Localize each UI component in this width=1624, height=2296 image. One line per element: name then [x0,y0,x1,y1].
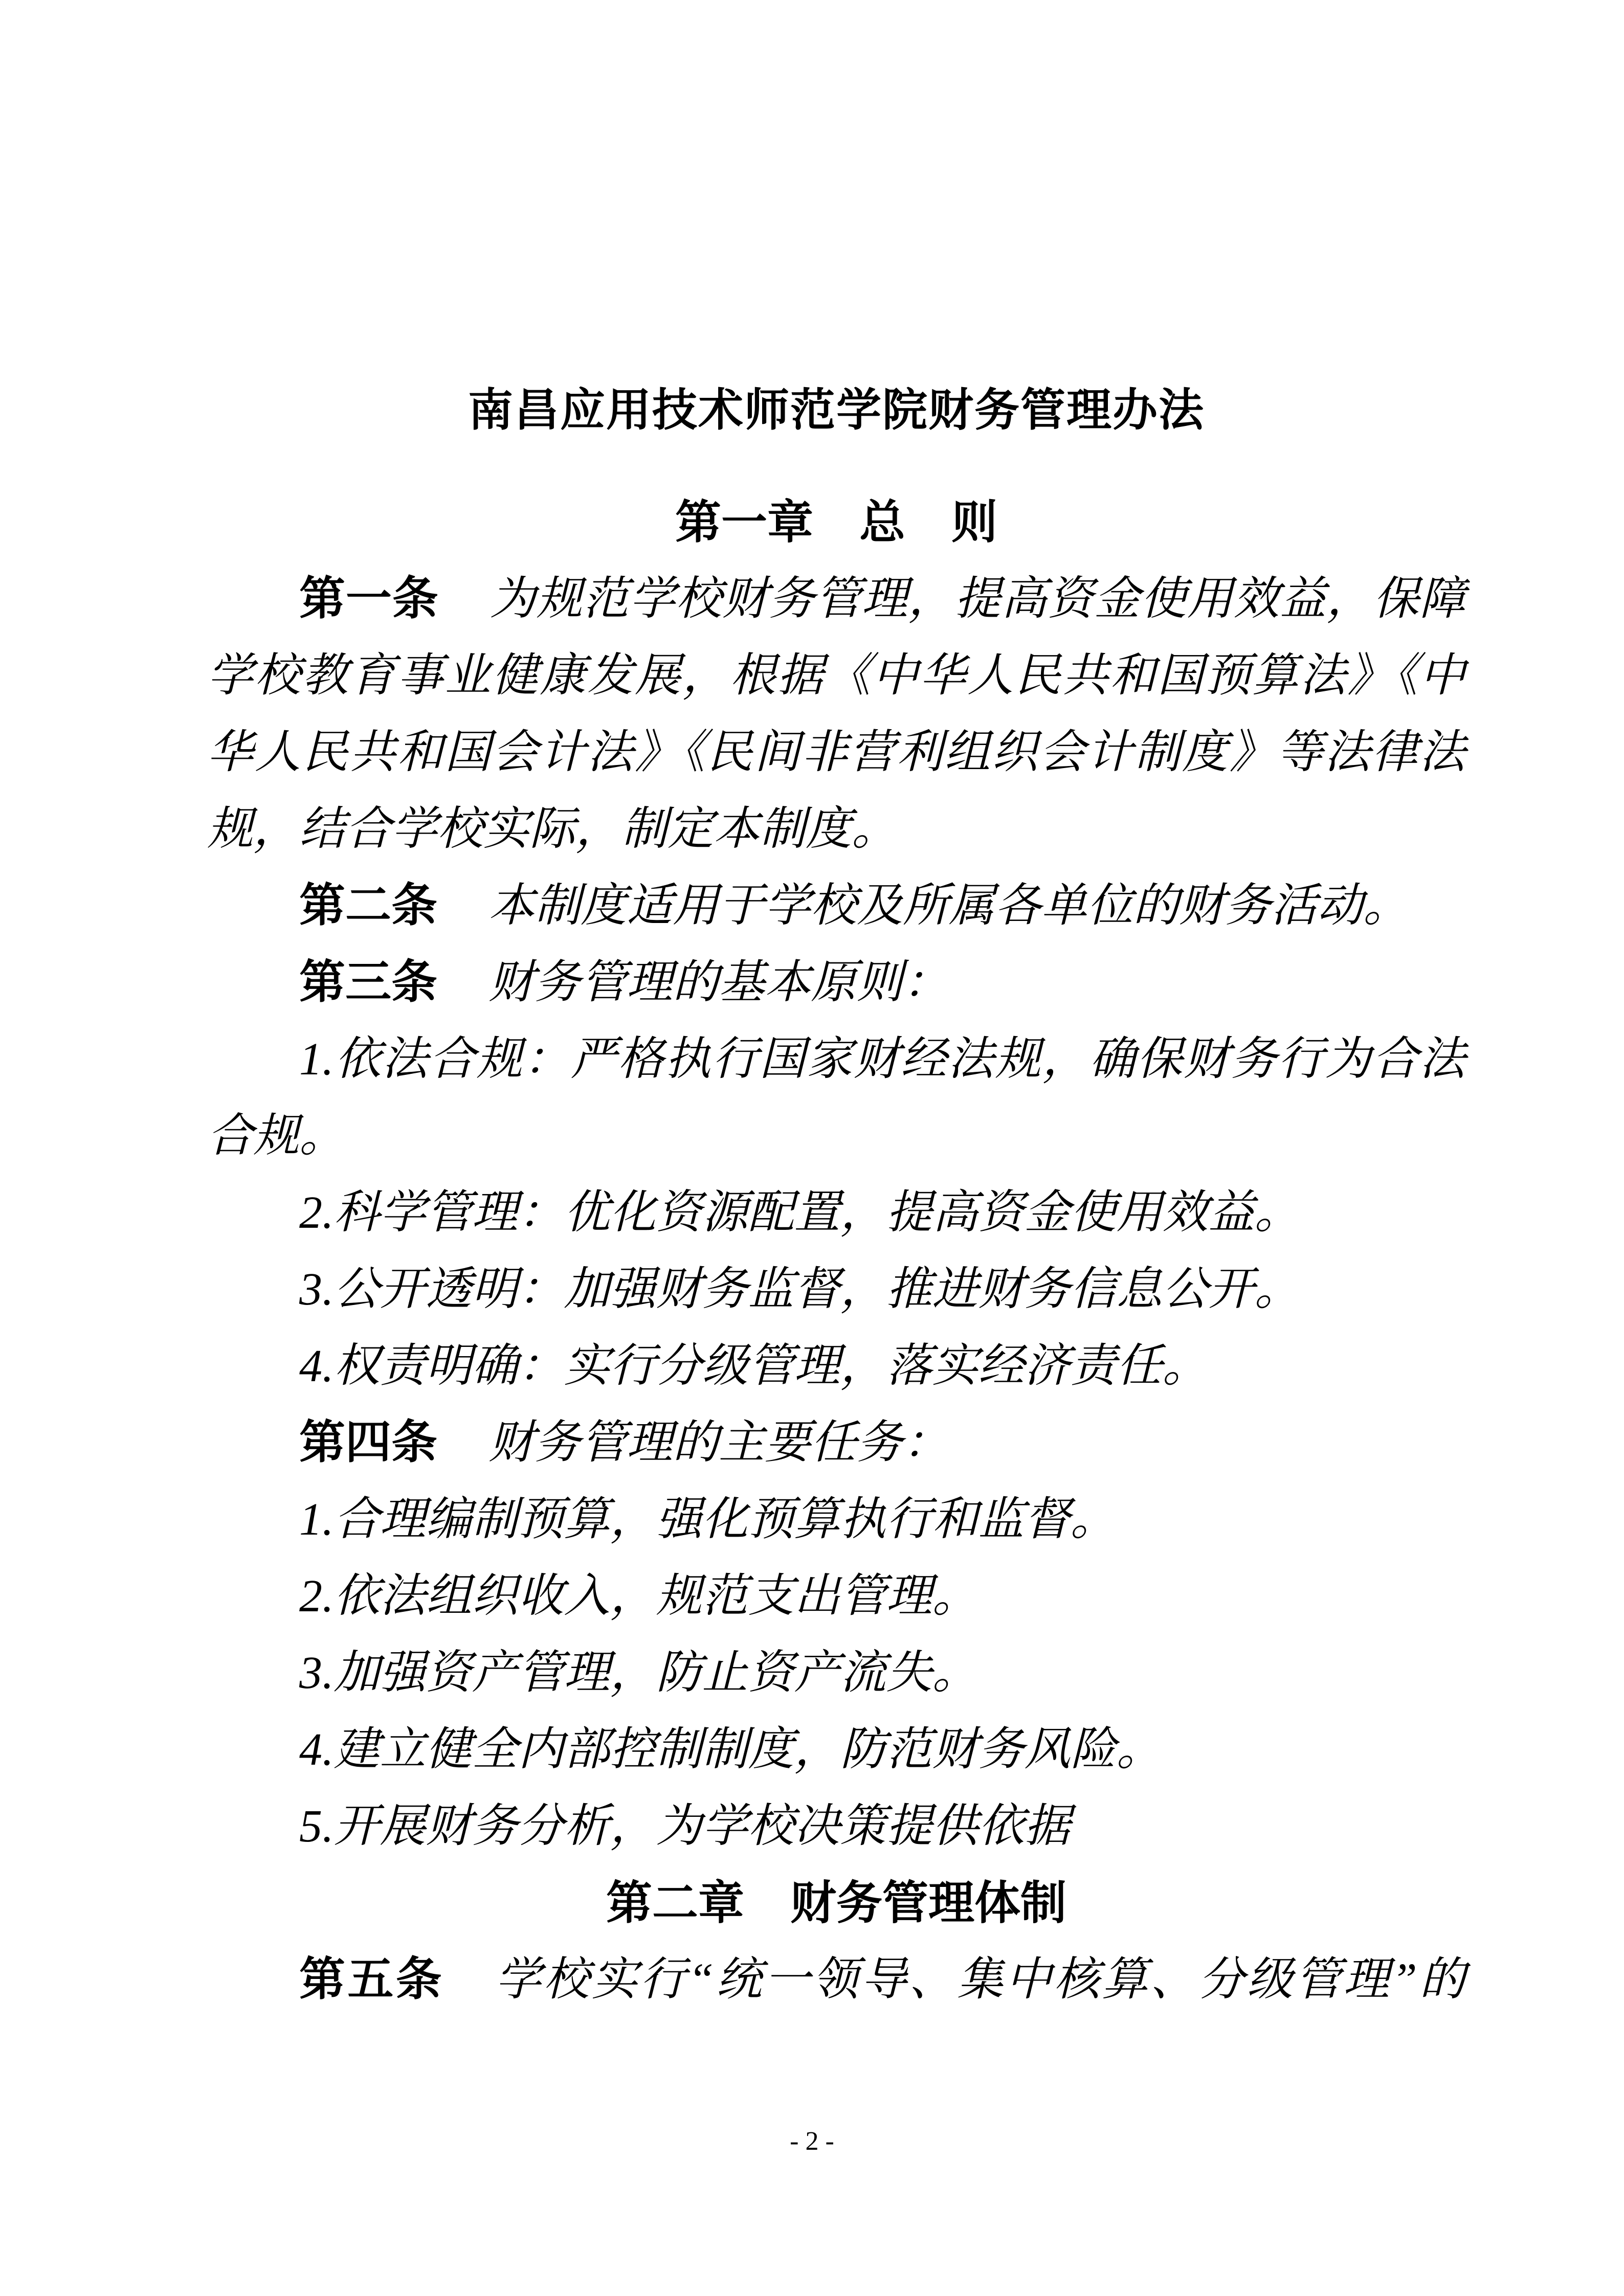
page-number: - 2 - [790,2127,834,2156]
task-item-4-text: 4.建立健全内部控制制度，防范财务风险。 [299,1724,1163,1775]
article-2-label: 第二条 [299,881,437,931]
article-1-label: 第一条 [299,574,439,624]
article-4 [207,1405,1465,1481]
task-item-1-text: 1.合理编制预算，强化预算执行和监督。 [299,1494,1117,1545]
article-1-text: 为规范学校财务管理，提高资金使用效益，保障学校教育事业健康发展，根据《中华人民共和国预算法》《中华人民共和国会计法》《民间非营利组织会计制度》等法律法规，结合学校实际，制定本制度。 [207,574,1465,854]
principle-item-3 [207,1251,1465,1328]
principle-item-2 [207,1175,1465,1251]
principle-item-3-text: 3.公开透明：加强财务监督，推进财务信息公开。 [299,1264,1301,1315]
article-4-text: 财务管理的主要任务： [488,1417,949,1468]
principle-item-4 [207,1328,1465,1405]
article-5-label: 第五条 [299,1954,444,2005]
task-item-4 [207,1712,1465,1788]
task-item-3-text: 3.加强资产管理，防止资产流失。 [299,1648,978,1698]
principle-item-2-text: 2.科学管理：优化资源配置，提高资金使用效益。 [299,1187,1301,1238]
chapter-1-heading: 第一章 总 则 [675,497,997,548]
principle-item-4-text: 4.权责明确：实行分级管理，落实经济责任。 [299,1341,1209,1391]
task-item-5 [207,1788,1465,1865]
task-item-3 [207,1635,1465,1712]
principle-item-1-text: 1.依法合规：严格执行国家财经法规，确保财务行为合法合规。 [207,1034,1465,1161]
article-3 [207,944,1465,1021]
article-3-label: 第三条 [299,957,437,1008]
task-item-2 [207,1558,1465,1635]
article-3-text: 财务管理的基本原则： [488,957,949,1008]
article-4-label: 第四条 [299,1417,437,1468]
task-item-1 [207,1481,1465,1558]
article-5-text: 学校实行“统一领导、集中核算、分级管理”的 [495,1954,1465,2005]
chapter-2-heading: 第二章 财务管理体制 [606,1878,1066,1929]
article-1 [207,561,1465,868]
principle-item-1 [207,1021,1465,1175]
article-2 [207,868,1465,944]
task-item-2-text: 2.依法组织收入，规范支出管理。 [299,1571,978,1622]
document-title: 南昌应用技术师范学院财务管理办法 [468,385,1205,435]
article-2-text: 本制度适用于学校及所属各单位的财务活动。 [488,881,1409,931]
task-item-5-text: 5.开展财务分析，为学校决策提供依据 [299,1801,1071,1852]
article-5 [207,1942,1465,2018]
